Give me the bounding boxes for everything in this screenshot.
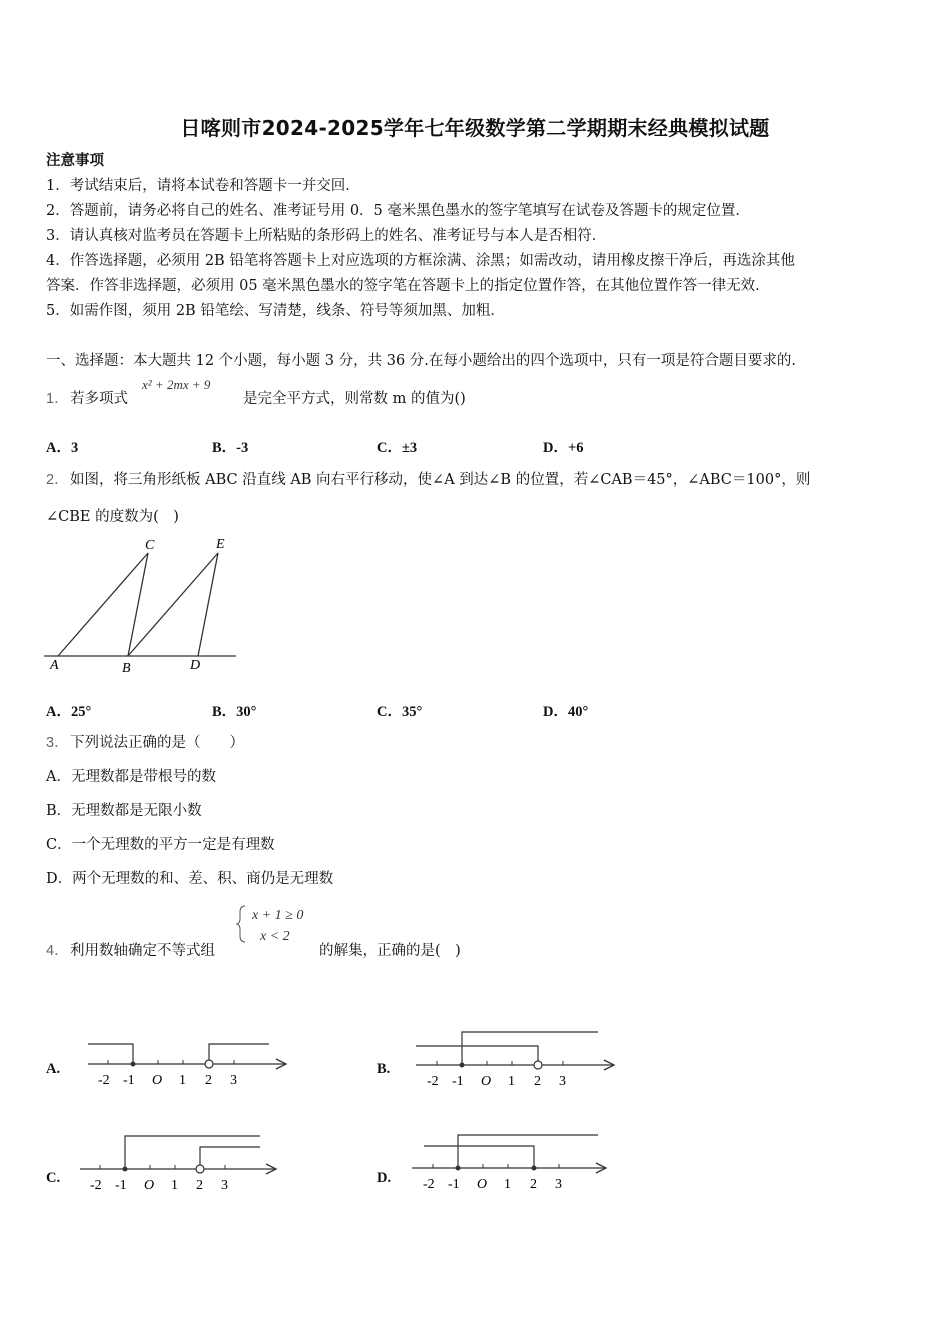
option-d-label: D. — [377, 1170, 392, 1186]
notice-heading: 注意事项 — [46, 152, 104, 169]
option-b: B．-3 — [212, 440, 249, 456]
notice-item: 4．作答选择题，必须用 2B 铅笔将答题卡上对应选项的方框涂满、涂黑；如需改动，请用橡皮擦干净后，再选涂其他 — [46, 253, 795, 269]
section-heading: 一、选择题：本大题共 12 个小题，每小题 3 分，共 36 分.在每小题给出的四个选项中，只有一项是符合题目要求的. — [46, 353, 796, 369]
tick-label: O — [481, 1074, 492, 1089]
page-title: 日喀则市2024-2025学年七年级数学第二学期期末经典模拟试题 — [180, 116, 770, 140]
tick-label: 1 — [171, 1178, 178, 1193]
label-a: A — [50, 658, 59, 673]
option-b: B．30° — [212, 704, 257, 720]
option-d: D．40° — [543, 704, 589, 720]
triangle-figure — [44, 532, 244, 678]
question-number: 2． — [46, 472, 69, 488]
tick-label: O — [152, 1073, 163, 1088]
option-c: C．35° — [377, 704, 423, 720]
notice-item: 1．考试结束后，请将本试卷和答题卡一并交回． — [46, 178, 360, 194]
tick-label: 2 — [205, 1073, 212, 1088]
tick-label: -2 — [98, 1073, 110, 1088]
tick-label: -1 — [123, 1073, 135, 1088]
number-line-a — [86, 1035, 296, 1095]
tick-label: 2 — [530, 1177, 537, 1192]
question-text: 利用数轴确定不等式组 — [70, 943, 215, 959]
notice-item: 3．请认真核对监考员在答题卡上所粘贴的条形码上的姓名、准考证号与本人是否相符． — [46, 228, 607, 244]
notice-item: 2．答题前，请务必将自己的姓名、准考证号用 0．5 毫米黑色墨水的签字笔填写在试卷及答题卡的规定位置． — [46, 203, 750, 219]
question-number: 3． — [46, 735, 69, 751]
tick-label: 3 — [221, 1178, 228, 1193]
tick-label: 1 — [508, 1074, 515, 1089]
number-line-b — [414, 1024, 619, 1094]
question-text: 若多项式 — [70, 391, 128, 407]
inequality-2: x < 2 — [260, 929, 290, 944]
tick-label: 2 — [196, 1178, 203, 1193]
tick-label: -1 — [448, 1177, 460, 1192]
inequality-1: x + 1 ≥ 0 — [252, 908, 304, 923]
tick-label: 2 — [534, 1074, 541, 1089]
tick-label: -2 — [423, 1177, 435, 1192]
question-number: 1． — [46, 391, 69, 407]
number-line-d — [410, 1128, 615, 1198]
tick-label: 3 — [555, 1177, 562, 1192]
tick-label: O — [477, 1177, 488, 1192]
question-text: 的解集，正确的是( ) — [319, 943, 461, 959]
notice-item: 答案．作答非选择题，必须用 05 毫米黑色墨水的签字笔在答题卡上的指定位置作答，在其他位置作答一律无效． — [46, 278, 770, 294]
question-text: 下列说法正确的是（ ） — [70, 735, 244, 751]
option-d: D．+6 — [543, 440, 584, 456]
option-d: D．两个无理数的和、差、积、商仍是无理数 — [46, 871, 334, 887]
option-a-label: A. — [46, 1061, 61, 1077]
option-c-label: C. — [46, 1170, 61, 1186]
tick-label: -1 — [115, 1178, 127, 1193]
label-b: B — [122, 661, 131, 676]
tick-label: -2 — [427, 1074, 439, 1089]
inequality-system — [236, 902, 326, 948]
label-d: D — [190, 658, 201, 673]
tick-label: 3 — [230, 1073, 237, 1088]
label-e: E — [216, 537, 225, 552]
tick-label: 3 — [559, 1074, 566, 1089]
option-b-label: B. — [377, 1061, 391, 1077]
question-text: 如图，将三角形纸板 ABC 沿直线 AB 向右平行移动，使∠A 到达∠B 的位置，若∠CAB＝45°，∠ABC＝100°，则 — [70, 472, 811, 488]
option-c: C．一个无理数的平方一定是有理数 — [46, 837, 275, 853]
option-c: C．±3 — [377, 440, 418, 456]
tick-label: -2 — [90, 1178, 102, 1193]
tick-label: O — [144, 1178, 155, 1193]
tick-label: -1 — [452, 1074, 464, 1089]
option-a: A．3 — [46, 440, 79, 456]
tick-label: 1 — [504, 1177, 511, 1192]
question-text: ∠CBE 的度数为( ) — [46, 509, 179, 525]
label-c: C — [145, 538, 155, 553]
formula: x² + 2mx + 9 — [142, 377, 211, 392]
option-a: A．25° — [46, 704, 92, 720]
number-line-c — [78, 1130, 283, 1198]
question-text: 是完全平方式，则常数 m 的值为() — [243, 391, 466, 407]
option-a: A．无理数都是带根号的数 — [46, 769, 216, 785]
tick-label: 1 — [179, 1073, 186, 1088]
option-b: B．无理数都是无限小数 — [46, 803, 202, 819]
notice-item: 5．如需作图，须用 2B 铅笔绘、写清楚，线条、符号等须加黑、加粗． — [46, 303, 505, 319]
question-number: 4． — [46, 943, 69, 959]
